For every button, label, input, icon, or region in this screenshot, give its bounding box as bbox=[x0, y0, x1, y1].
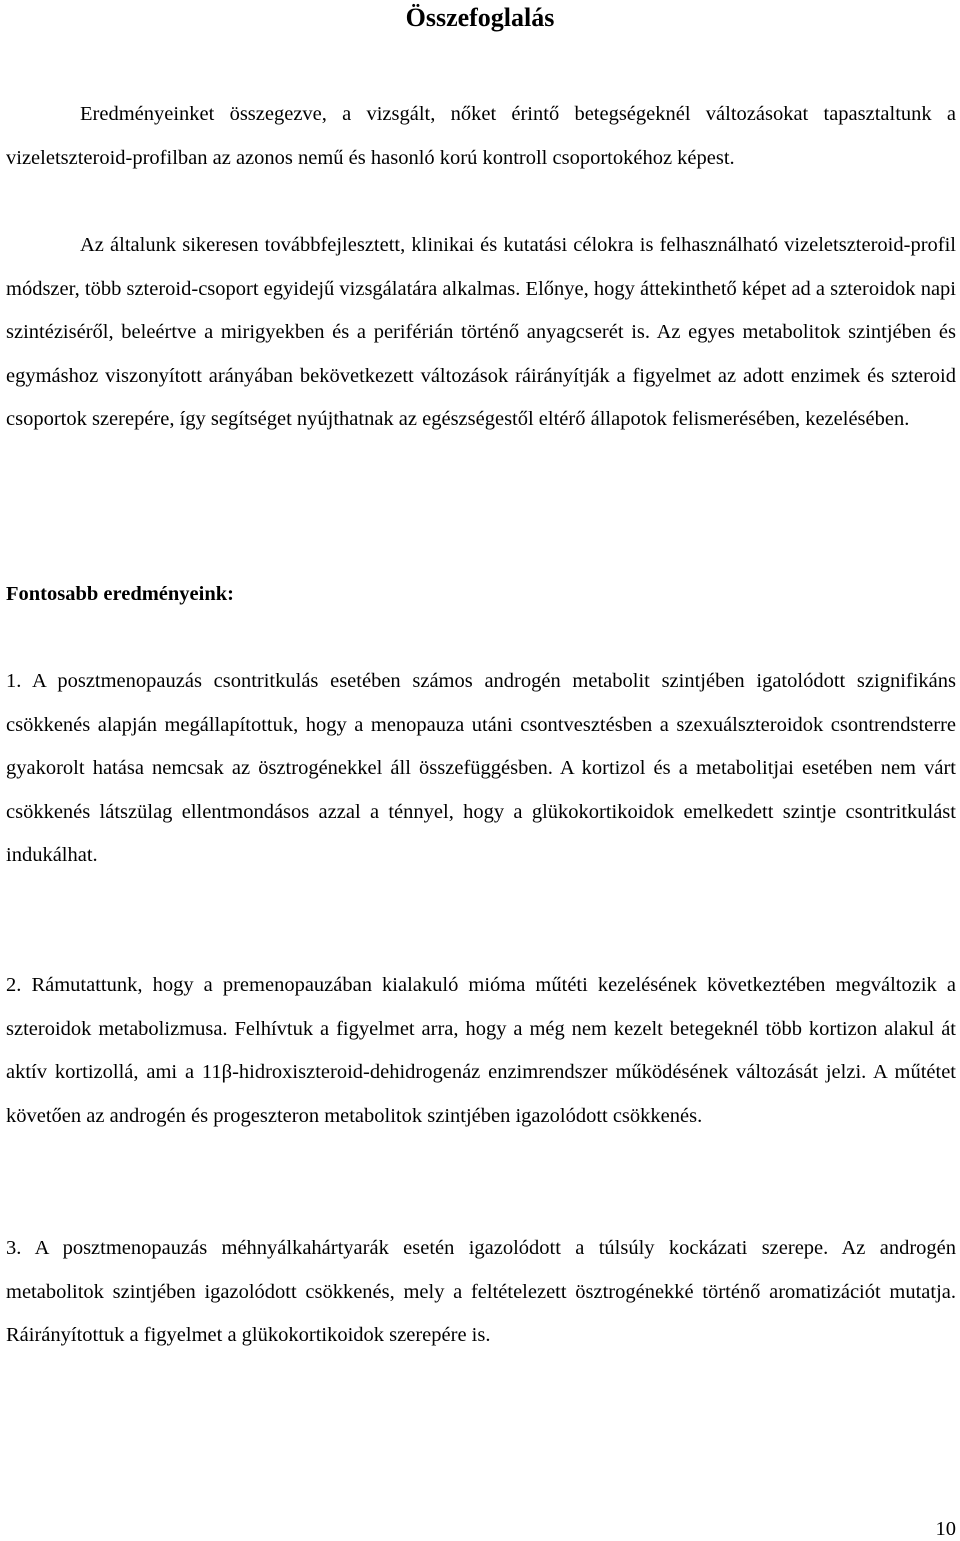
result-item-3: 3. A posztmenopauzás méhnyálkahártyarák esetén igazolódott a túlsúly kockázati szerepe. Az androgén metabolitok szintjében igazolódott csökkenés, mely a feltételezett ösztrogénekké történő aromatizációt mutatja. Ráirányítottuk a figyelmet a glükokortikoidok szerepére is. bbox=[6, 1237, 956, 1347]
results-heading: Fontosabb eredményeink: bbox=[6, 583, 234, 605]
result-item-1: 1. A posztmenopauzás csontritkulás esetében számos androgén metabolit szintjében igatolódott szignifikáns csökkenés alapján megállapítottuk, hogy a menopauza utáni csontvesztésben a szexuálszteroidok csontrendsterre gyakorolt hatása nemcsak az ösztrogénekkel áll összefüggésben. A kortizol és a metabolitjai esetében nem várt csökkenés látszülag ellentmondásos azzal a ténnyel, hogy a glükokortikoidok emelkedett szintje csontritkulást indukálhat. bbox=[6, 670, 956, 867]
result-item-2: 2. Rámutattunk, hogy a premenopauzában kialakuló mióma műtéti kezelésének következtében megváltozik a szteroidok metabolizmusa. Felhívtuk a figyelmet arra, hogy a még nem kezelt betegeknél több kortizon alakul át aktív kortizollá, ami a 11β-hidroxiszteroid-dehidrogenáz enzimrendszer működésének változását jelzi. A műtétet követően az androgén és progeszteron metabolitok szintjében igazolódott csökkenés. bbox=[6, 974, 956, 1127]
intro-paragraph: Eredményeinket összegezve, a vizsgált, nőket érintő betegségeknél változásokat tapasztaltunk a vizeletszteroid-profilban az azonos nemű és hasonló korú kontroll csoportokéhoz képest. bbox=[6, 103, 956, 169]
page-title: Összefoglalás bbox=[405, 3, 555, 32]
method-paragraph: Az általunk sikeresen továbbfejlesztett, klinikai és kutatási célokra is felhasználható vizeletszteroid-profil módszer, több szteroid-csoport egyidejű vizsgálatára alkalmas. Előnye, hogy áttekinthető képet ad a szteroidok napi szintéziséről, beleértve a mirigyekben és a periférián történő anyagcserét is. Az egyes metabolitok szintjében és egymáshoz viszonyított arányában bekövetkezett változások ráirányítják a figyelmet az adott enzimek és szteroid csoportok szerepére, így segítséget nyújthatnak az egészségestől eltérő állapotok felismerésében, kezelésében. bbox=[6, 234, 956, 431]
page-number: 10 bbox=[935, 1518, 956, 1540]
